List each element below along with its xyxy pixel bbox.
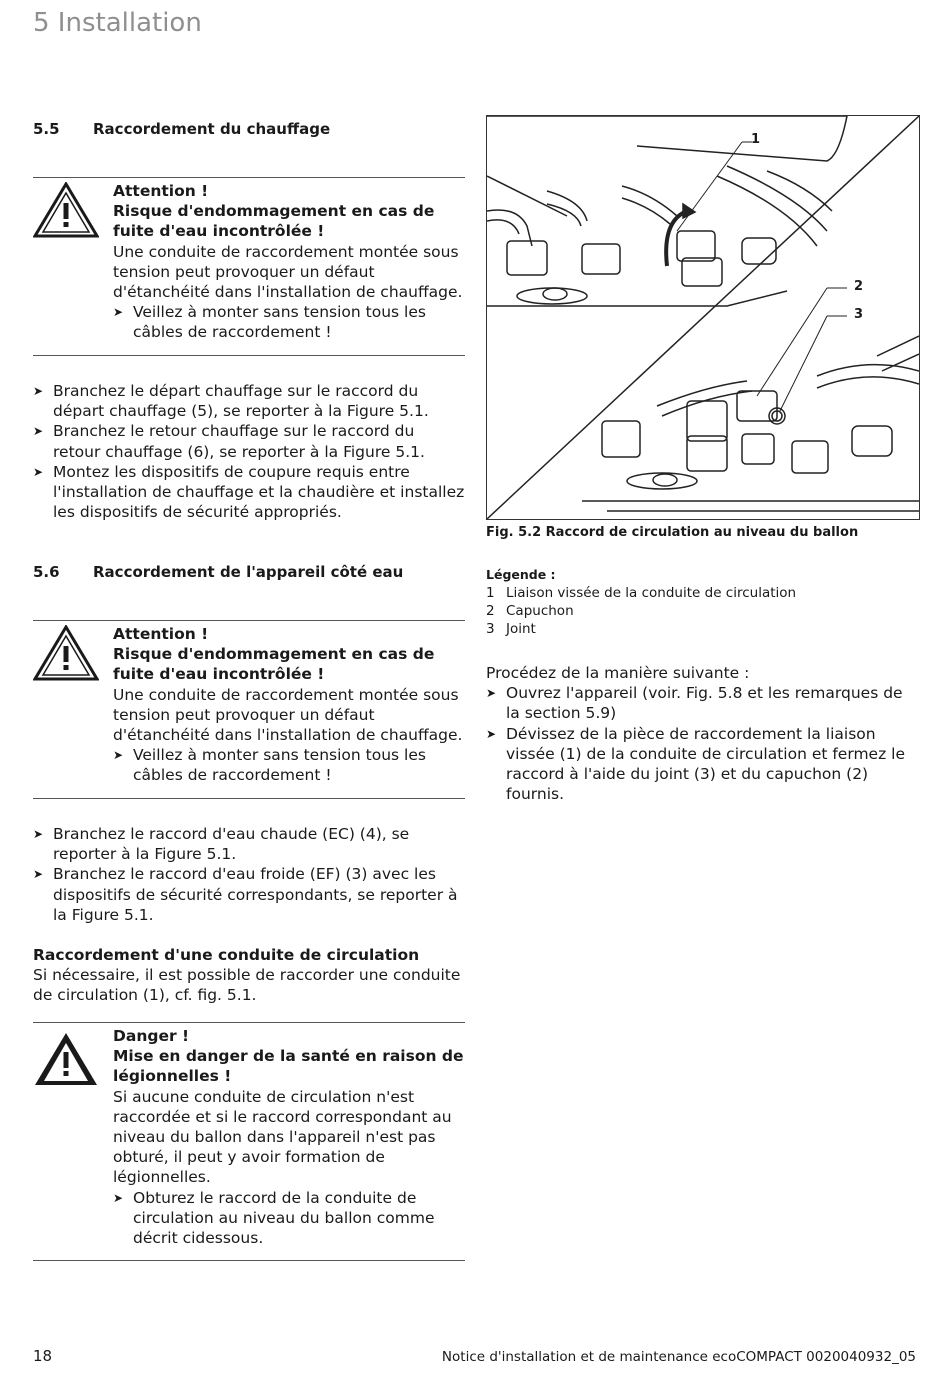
legend-item: 1 Liaison vissée de la conduite de circulation xyxy=(486,585,797,601)
warning-subtitle: Risque d'endommagement en cas de fuite d'eau incontrôlée ! xyxy=(113,645,435,684)
section-title: Raccordement de l'appareil côté eau xyxy=(93,563,404,581)
warning-title: Attention ! xyxy=(113,625,209,643)
warning-box-heating xyxy=(33,177,465,356)
list-item: ➤ Branchez le retour chauffage sur le raccord du retour chauffage (6), se reporter à la Figure 5.1. xyxy=(33,421,466,461)
danger-subtitle: Mise en danger de la santé en raison de légionnelles ! xyxy=(113,1047,464,1086)
page-number: 18 xyxy=(33,1347,53,1365)
danger-triangle-icon xyxy=(33,1031,99,1087)
chapter-title: 5 Installation xyxy=(33,8,202,38)
procedure-step: ➤ Ouvrez l'appareil (voir. Fig. 5.8 et les remarques de la section 5.9) xyxy=(486,683,918,723)
section-number: 5.6 xyxy=(33,563,60,581)
list-item: ➤ Branchez le raccord d'eau froide (EF) (3) avec les dispositifs de sécurité correspondants, se reporter à la Figure 5.1. xyxy=(33,864,466,925)
legend-item: 2 Capuchon xyxy=(486,603,574,619)
callout-label-3: 3 xyxy=(854,307,864,322)
figure-circulation-connection xyxy=(486,115,920,520)
warning-triangle-icon xyxy=(33,625,99,681)
legend-item: 3 Joint xyxy=(486,621,536,637)
warning-subtitle: Risque d'endommagement en cas de fuite d'eau incontrôlée ! xyxy=(113,202,435,241)
figure-legend xyxy=(486,566,796,638)
warning-body: Une conduite de raccordement montée sous tension peut provoquer un défaut d'étanchéité dans l'installation de chauffage. xyxy=(113,242,463,302)
list-item: ➤ Branchez le raccord d'eau chaude (EC) (4), se reporter à la Figure 5.1. xyxy=(33,824,466,864)
warning-triangle-icon xyxy=(33,182,99,238)
procedure-block xyxy=(486,663,918,804)
warning-action: ➤ Veillez à monter sans tension tous les câbles de raccordement ! xyxy=(113,745,465,785)
warning-action: ➤ Veillez à monter sans tension tous les câbles de raccordement ! xyxy=(113,302,465,342)
danger-body: Si aucune conduite de circulation n'est raccordée et si le raccord correspondant au niveau du ballon dans l'appareil n'est pas obturé, il peut y avoir formation de légionnelles. xyxy=(113,1087,452,1187)
heating-steps-list xyxy=(33,381,466,522)
list-item: ➤ Branchez le départ chauffage sur le raccord du départ chauffage (5), se reporter à la Figure 5.1. xyxy=(33,381,466,421)
list-item: ➤ Montez les dispositifs de coupure requis entre l'installation de chauffage et la chaudière et installez les dispositifs de sécurité appropriés. xyxy=(33,462,466,523)
legend-heading: Légende : xyxy=(486,567,556,582)
circulation-section xyxy=(33,945,466,1006)
section-title: Raccordement du chauffage xyxy=(93,120,331,138)
warning-body: Une conduite de raccordement montée sous tension peut provoquer un défaut d'étanchéité dans l'installation de chauffage. xyxy=(113,685,463,745)
callout-label-1: 1 xyxy=(751,132,761,147)
document-reference: Notice d'installation et de maintenance ecoCOMPACT 0020040932_05 xyxy=(441,1349,916,1365)
danger-title: Danger ! xyxy=(113,1027,190,1045)
danger-action: ➤ Obturez le raccord de la conduite de circulation au niveau du ballon comme décrit cidessous. xyxy=(113,1188,465,1249)
procedure-intro: Procédez de la manière suivante : xyxy=(486,664,750,682)
circulation-heading: Raccordement d'une conduite de circulation xyxy=(33,946,420,964)
section-number: 5.5 xyxy=(33,120,60,138)
figure-caption: Fig. 5.2 Raccord de circulation au niveau du ballon xyxy=(486,525,859,540)
procedure-step: ➤ Dévissez de la pièce de raccordement la liaison vissée (1) de la conduite de circulation et fermez le raccord à l'aide du joint (3) et du capuchon (2) fournis. xyxy=(486,724,918,805)
callout-label-2: 2 xyxy=(854,279,864,294)
danger-box xyxy=(33,1022,465,1261)
circulation-text: Si nécessaire, il est possible de raccorder une conduite de circulation (1), cf. fig. 5.1. xyxy=(33,966,461,1005)
warning-box-water xyxy=(33,620,465,799)
warning-title: Attention ! xyxy=(113,182,209,200)
water-steps-list xyxy=(33,824,466,925)
